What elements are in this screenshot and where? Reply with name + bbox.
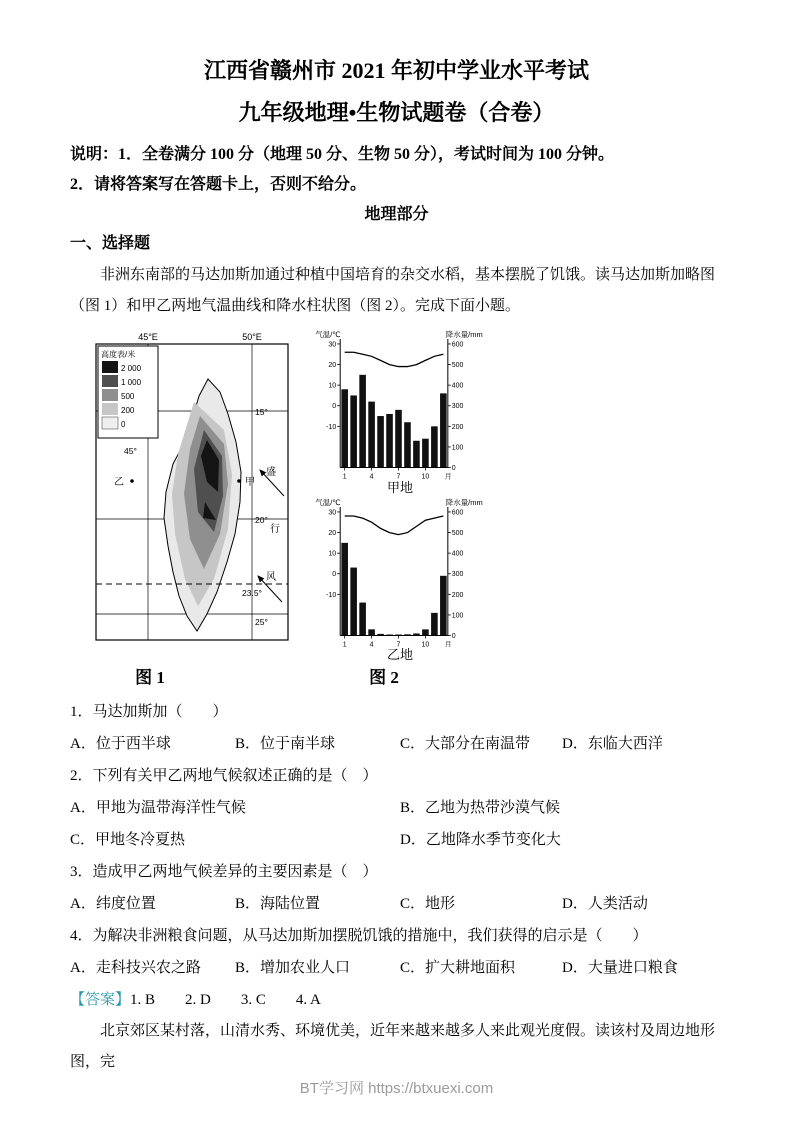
question-2 [70,760,723,856]
location-yi-dot [130,479,134,483]
option: D．大量进口粮食 [562,960,678,976]
month-tick-label: 1 [342,641,347,647]
month-unit-label: 月 [444,641,452,647]
question-options [70,888,723,920]
option: C．地形 [400,896,456,912]
precip-tick-label: 300 [451,403,464,411]
wind-char-feng: 风 [266,572,276,583]
exam-title-line2: 九年级地理•生物试题卷（合卷） [238,100,555,125]
temp-tick-label: 30 [328,508,337,516]
option: D．乙地降水季节变化大 [400,832,561,848]
longitude-label-50e: 50°E [242,332,262,342]
month-tick-label: 7 [396,641,401,647]
precip-tick-label: 0 [451,632,456,640]
latitude-label-20: 20° [255,515,268,525]
month-unit-label: 月 [444,473,452,480]
question-stem: 2．下列有关甲乙两地气候叙述正确的是（ ） [70,768,378,784]
footer-watermark: BT学习网 https://btxuexi.com [299,1080,494,1097]
precip-tick-label: 100 [451,444,464,452]
precip-tick-label: 100 [451,611,464,619]
temp-tick-label: 0 [332,570,337,578]
precip-tick-label: 0 [451,465,456,473]
question-stem: 3．造成甲乙两地气候差异的主要因素是（ ） [70,864,378,880]
option: A．甲地为温带海洋性气候 [70,800,246,816]
precip-axis-title: 降水量/mm [445,497,483,507]
temp-tick-label: 20 [328,362,337,370]
option: A．位于西半球 [70,736,171,752]
temp-curve [345,516,444,535]
precip-bar [368,402,375,468]
legend-title: 高度表/米 [101,350,136,359]
precip-bar [377,416,384,467]
note-line-2: 2．请将答案写在答题卡上，否则不给分。 [70,176,367,193]
chart-jia-label: 甲地 [386,479,413,495]
questions-list [70,696,723,984]
option: A．纬度位置 [70,896,156,912]
part-heading: 一、选择题 [70,235,151,252]
option: B．海陆位置 [235,896,321,912]
figure2-caption: 图 2 [369,668,399,687]
precip-bar [431,612,438,635]
month-tick-label: 10 [421,641,430,647]
precip-bar [359,602,366,635]
month-tick-label: 10 [421,473,430,480]
temp-tick-label: 10 [328,550,337,558]
month-tick-label: 4 [369,473,374,480]
legend-value-500: 500 [121,392,135,401]
legend-value-1000: 1 000 [121,378,142,387]
figures-row [90,328,723,688]
temp-axis-title: 气温/℃ [315,497,341,507]
answer-row [70,984,723,1016]
temp-tick-label: 0 [332,403,337,411]
option: C．扩大耕地面积 [400,960,516,976]
figure1-column [90,328,300,688]
legend-swatch-0 [102,417,118,429]
precip-bar [422,439,429,468]
precip-bar [359,375,366,468]
precip-bar [368,629,375,635]
precip-bar [350,395,357,467]
legend-value-0: 0 [121,420,126,429]
climate-chart-jia [314,328,484,480]
question-1 [70,696,723,760]
madagascar-map [90,328,295,648]
question-4 [70,920,723,984]
answer-values: 1. B 2. D 3. C 4. A [130,992,321,1008]
precip-bar [341,389,348,467]
question-3 [70,856,723,920]
temp-tick-label: -10 [326,591,337,599]
question-options [70,952,723,984]
latitude-label-235: 23.5° [242,588,262,598]
legend-swatch-200 [102,403,118,415]
latitude-label-25: 25° [255,617,268,627]
option: C．甲地冬冷夏热 [70,832,186,848]
figure1-caption: 图 1 [135,668,165,687]
temp-tick-label: 30 [328,341,337,349]
location-yi-label: 乙 [114,477,124,488]
figure2-column [314,328,486,688]
question-options [70,728,723,760]
intro-paragraph: 非洲东南部的马达加斯加通过种植中国培育的杂交水稻，基本摆脱了饥饿。读马达加斯加略图（图 1）和甲乙两地气温曲线和降水柱状图（图 2）。完成下面小题。 [70,267,716,314]
latitude-label-15: 15° [255,407,268,417]
climate-chart-yi [314,496,484,648]
month-tick-label: 4 [369,641,374,647]
precip-tick-label: 300 [451,570,464,578]
question-stem: 1．马达加斯加（ ） [70,704,228,720]
precip-tick-label: 600 [451,341,464,349]
month-tick-label: 1 [342,473,347,480]
option: D．东临大西洋 [562,736,663,752]
location-jia-label: 甲 [245,477,255,488]
option: A．走科技兴农之路 [70,960,201,976]
exam-title-line1: 江西省赣州市 2021 年初中学业水平考试 [203,58,589,83]
option: B．位于南半球 [235,736,336,752]
precip-bar [404,422,411,467]
temp-tick-label: 10 [328,382,337,390]
legend-swatch-500 [102,389,118,401]
temp-tick-label: 20 [328,529,337,537]
wind-char-sheng: 盛 [266,467,276,478]
question-stem: 4．为解决非洲粮食问题，从马达加斯加摆脱饥饿的措施中，我们获得的启示是（ ） [70,928,648,944]
precip-bar [440,575,447,635]
precip-tick-label: 500 [451,529,464,537]
precip-bar [440,393,447,467]
precip-bar [395,410,402,468]
precip-bar [386,414,393,468]
precip-tick-label: 400 [451,550,464,558]
option: C．大部分在南温带 [400,736,531,752]
legend-swatch-1000 [102,375,118,387]
precip-axis-title: 降水量/mm [445,329,483,339]
option: B．增加农业人口 [235,960,351,976]
precip-bar [341,542,348,635]
next-passage: 北京郊区某村落，山清水秀、环境优美，近年来越来越多人来此观光度假。读该村及周边地形图，完 [70,1023,716,1070]
section-title: 地理部分 [364,206,429,223]
precip-bar [350,567,357,635]
question-options [70,792,723,856]
longitude-label-45e: 45°E [138,332,158,342]
precip-tick-label: 200 [451,423,464,431]
legend-value-2000: 2 000 [121,364,142,373]
temp-curve [345,352,444,366]
temp-tick-label: -10 [326,423,337,431]
exam-notes [70,140,723,200]
precip-bar [413,441,420,468]
location-jia-dot [237,479,241,483]
answer-label: 【答案】 [70,992,131,1008]
month-tick-label: 7 [396,473,401,480]
option: B．乙地为热带沙漠气候 [400,800,561,816]
precip-tick-label: 200 [451,591,464,599]
temp-axis-title: 气温/℃ [315,329,341,339]
note-line-1: 说明：1．全卷满分 100 分（地理 50 分、生物 50 分），考试时间为 100 分钟。 [70,146,615,163]
precip-tick-label: 600 [451,508,464,516]
precip-bar [422,629,429,635]
chart-yi-label: 乙地 [386,647,413,662]
precip-bar [431,426,438,467]
elevation-legend [98,346,158,438]
meridian-45-label: 45° [124,446,137,456]
map-frame-group [96,344,288,640]
option: D．人类活动 [562,896,648,912]
legend-value-200: 200 [121,406,135,415]
precip-tick-label: 400 [451,382,464,390]
wind-char-xing: 行 [270,524,280,535]
legend-swatch-2000 [102,361,118,373]
precip-tick-label: 500 [451,362,464,370]
